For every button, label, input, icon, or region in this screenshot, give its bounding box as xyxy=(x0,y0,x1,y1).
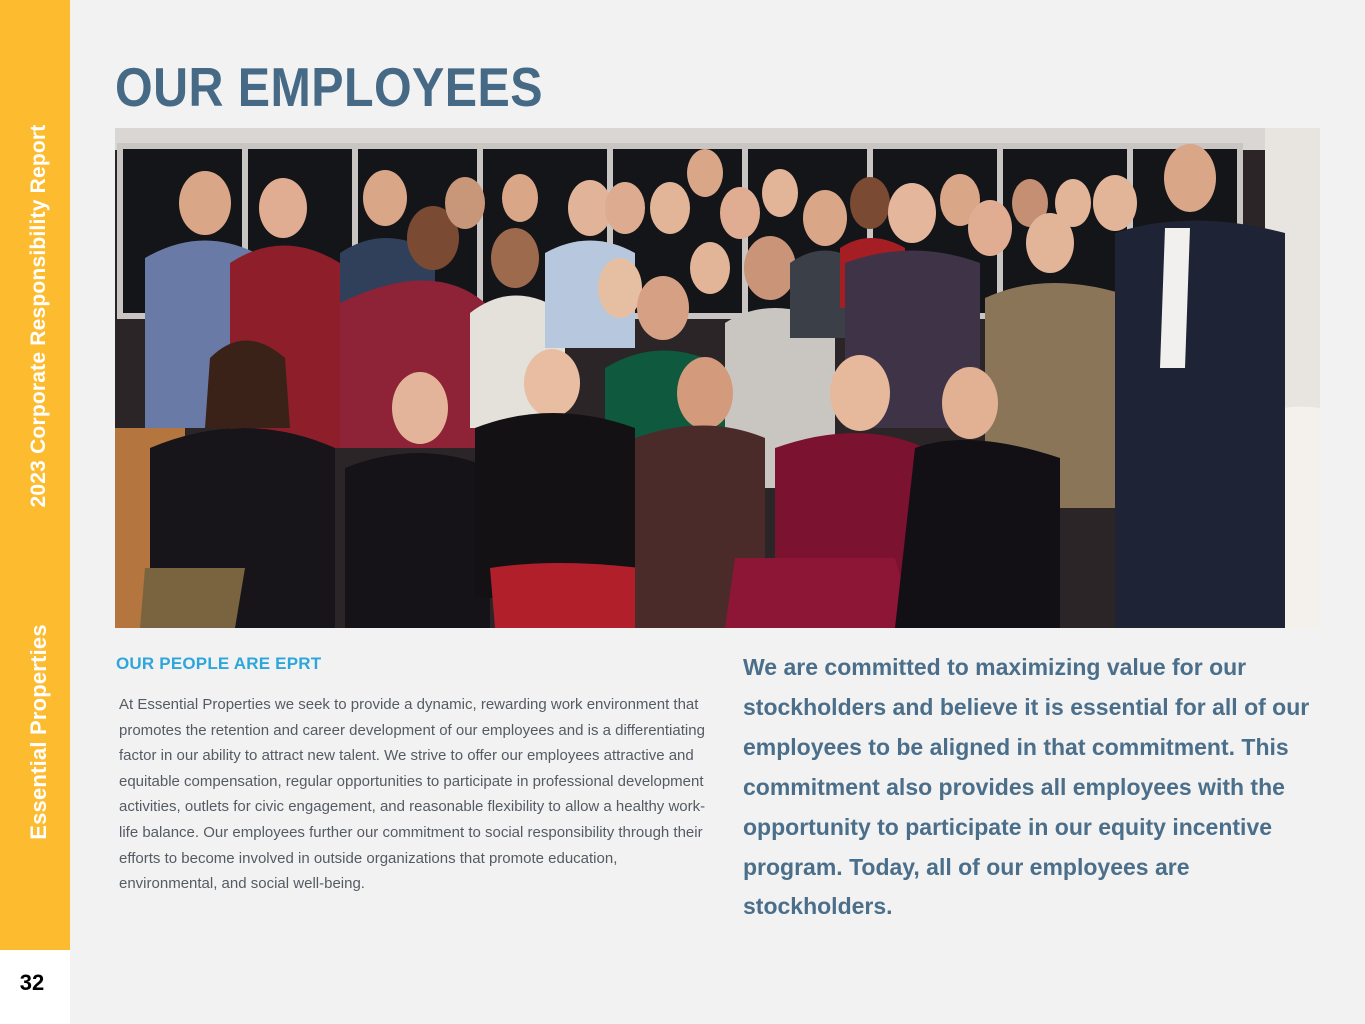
body-paragraph: At Essential Properties we seek to provide a dynamic, rewarding work environment that promotes the retention and career development of our employees and is a differentiating factor in our ability to attract new talent. We strive to offer our employees attractive and equitable compensation, regular opportunities to participate in professional development activities, outlets for civic engagement, and reasonable flexibility to allow a healthy work-life balance. Our employees further our commitment to social responsibility through their efforts to become involved in outside organizations that promote education, environmental, and social well-being. xyxy=(119,696,706,893)
section-heading: OUR PEOPLE ARE EPRT xyxy=(116,654,322,673)
sidebar xyxy=(0,0,70,950)
callout-text: We are committed to maximizing value for our stockholders and believe it is essential for all of our employees to be aligned in that commitment. This commitment also provides all employees with the opportunity to participate in our equity incentive program. Today, all of our employees are stockholders. xyxy=(743,654,1310,920)
report-title: 2023 Corporate Responsibility Report xyxy=(27,124,50,508)
page-number: 32 xyxy=(19,970,45,995)
company-name: Essential Properties xyxy=(26,624,51,840)
group-photo xyxy=(115,128,1320,628)
page-title: OUR EMPLOYEES xyxy=(115,56,543,118)
